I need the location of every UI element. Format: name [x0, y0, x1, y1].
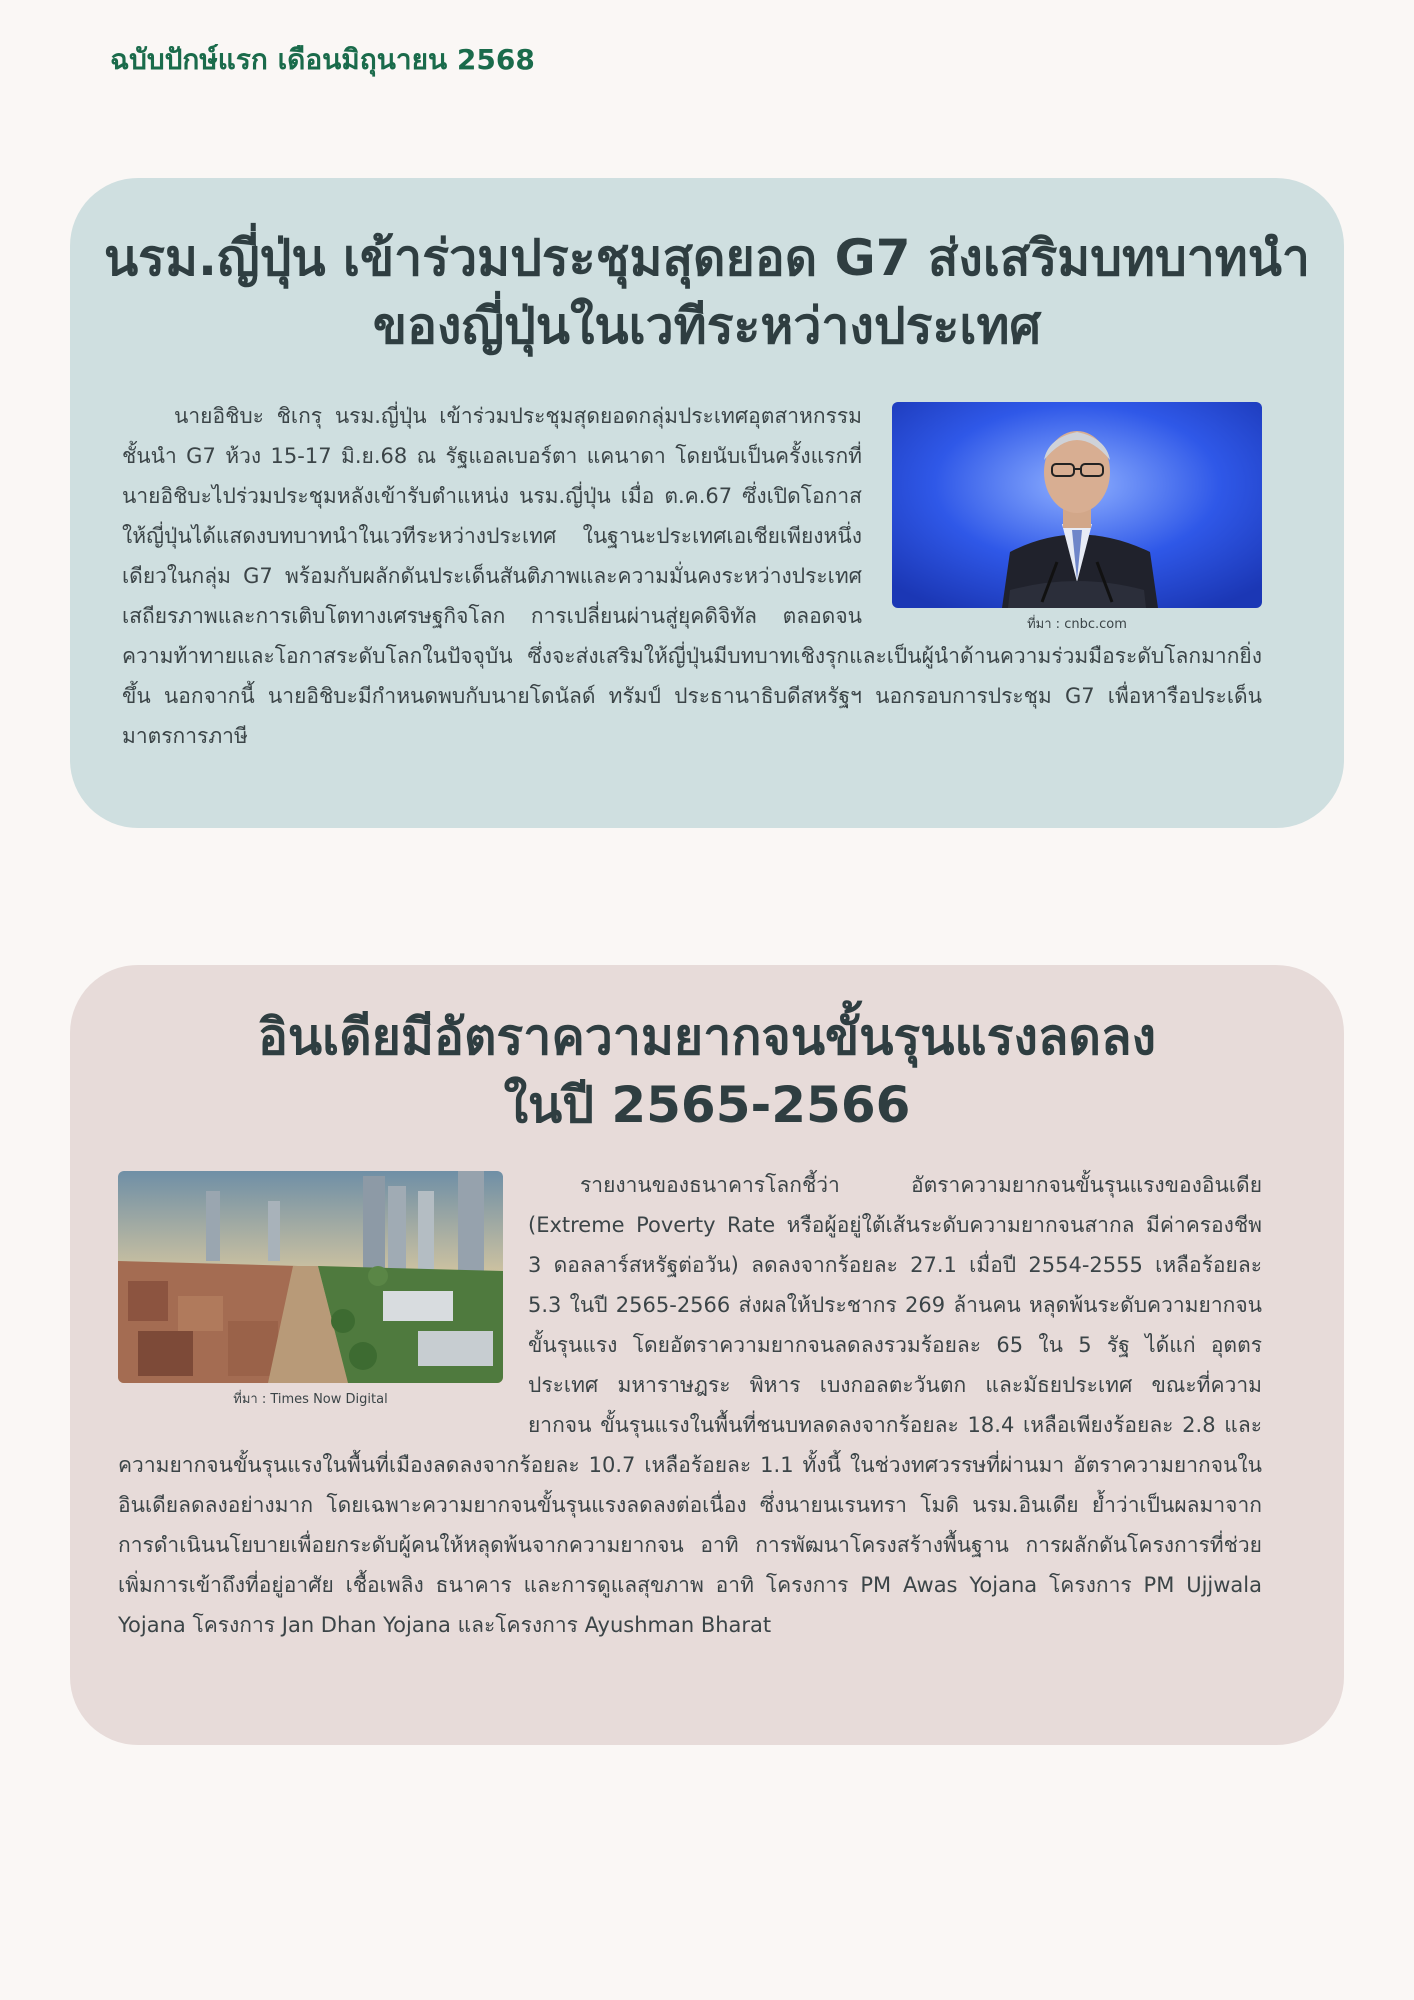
- article-body: [118, 1165, 1262, 1645]
- title-line: นรม.ญี่ปุ่น เข้าร่วมประชุมสุดยอด G7 ส่งเสริมบทบาทนำ: [103, 229, 1310, 287]
- india-city-photo: [118, 1171, 503, 1383]
- article-card-japan: [70, 178, 1344, 828]
- article-figure: [118, 1171, 503, 1411]
- image-caption: ที่มา : Times Now Digital: [233, 1392, 388, 1407]
- article-figure: [892, 402, 1262, 636]
- issue-label: ฉบับปักษ์แรก เดือนมิถุนายน 2568: [110, 43, 535, 76]
- article-title: [70, 1003, 1344, 1139]
- image-caption: ที่มา : cnbc.com: [1027, 617, 1127, 632]
- title-line: ในปี 2565-2566: [503, 1076, 911, 1134]
- article-title: [70, 224, 1344, 360]
- article-body: [122, 396, 1262, 756]
- title-line: อินเดียมีอัตราความยากจนขั้นรุนแรงลดลง: [257, 1008, 1157, 1066]
- article-card-india: [70, 965, 1344, 1745]
- article-text: รายงานของธนาคารโลกชี้ว่า อัตราความยากจนขั้นรุนแรงของอินเดีย (Extreme Poverty Rate หรือผู้อยู่ใต้เส้นระดับความยากจนสากล มีค่าครองชีพ 3 ดอลลาร์สหรัฐต่อวัน) ลดลงจากร้อยละ 27.1 เมื่อปี 2554-2555 เหลือร้อยละ 5.3 ในปี 2565-2566 ส่งผลให้ประชากร 269 ล้านคน หลุดพ้นระดับความยากจนขั้นรุนแรง โดยอัตราความยากจนลดลงรวมร้อยละ 65 ใน 5 รัฐ ได้แก่ อุตตรประเทศ มหาราษฎระ พิหาร เบงกอลตะวันตก และมัธยประเทศ ขณะที่ความยากจน ขั้นรุนแรงในพื้นที่ชนบทลดลงจากร้อยละ 18.4 เหลือเพียงร้อยละ 2.8 และความยากจนขั้นรุนแรงในพื้นที่เมืองลดลงจากร้อยละ 10.7 เหลือร้อยละ 1.1 ทั้งนี้ ในช่วงทศวรรษที่ผ่านมา อัตราความยากจนในอินเดียลดลงอย่างมาก โดยเฉพาะความยากจนขั้นรุนแรงลดลงต่อเนื่อง ซึ่งนายนเรนทรา โมดิ นรม.อินเดีย ย้ำว่าเป็นผลมาจากการดำเนินนโยบายเพื่อยกระดับผู้คนให้หลุดพ้นจากความยากจน อาทิ การพัฒนาโครงสร้างพื้นฐาน การผลักดันโครงการที่ช่วยเพิ่มการเข้าถึงที่อยู่อาศัย เชื้อเพลิง ธนาคาร และการดูแลสุขภาพ อาทิ โครงการ PM Awas Yojana โครงการ PM Ujjwala Yojana โครงการ Jan Dhan Yojana และโครงการ Ayushman Bharat: [118, 1173, 1262, 1637]
- title-line: ของญี่ปุ่นในเวทีระหว่างประเทศ: [372, 297, 1042, 355]
- japan-pm-photo: [892, 402, 1262, 608]
- article-text: นายอิชิบะ ชิเกรุ นรม.ญี่ปุ่น เข้าร่วมประชุมสุดยอดกลุ่มประเทศอุตสาหกรรมชั้นนำ G7 ห้วง 15-17 มิ.ย.68 ณ รัฐแอลเบอร์ตา แคนาดา โดยนับเป็นครั้งแรกที่นายอิชิบะไปร่วมประชุมหลังเข้ารับตำแหน่ง นรม.ญี่ปุ่น เมื่อ ต.ค.67 ซึ่งเปิดโอกาสให้ญี่ปุ่นได้แสดงบทบาทนำในเวทีระหว่างประเทศ ในฐานะประเทศเอเชียเพียงหนึ่งเดียวในกลุ่ม G7 พร้อมกับผลักดันประเด็นสันติภาพและความมั่นคงระหว่างประเทศ เสถียรภาพและการเติบโตทางเศรษฐกิจโลก การเปลี่ยนผ่านสู่ยุคดิจิทัล ตลอดจนความท้าทายและโอกาสระดับโลกในปัจจุบัน ซึ่งจะส่งเสริมให้ญี่ปุ่นมีบทบาทเชิงรุกและเป็นผู้นำด้านความร่วมมือระดับโลกมากยิ่งขึ้น นอกจากนี้ นายอิชิบะมีกำหนดพบกับนายโดนัลด์ ทรัมป์ ประธานาธิบดีสหรัฐฯ นอกรอบการประชุม G7 เพื่อหารือประเด็นมาตรการภาษี: [122, 404, 1262, 748]
